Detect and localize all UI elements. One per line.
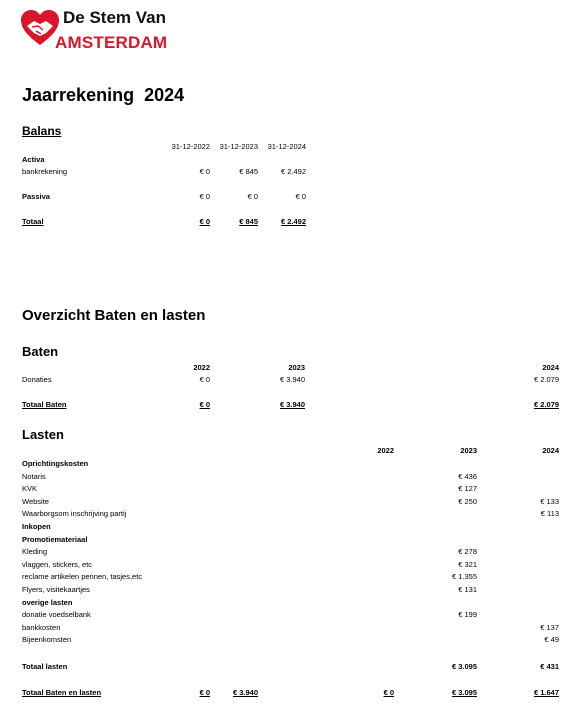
- lasten-category: Oprichtingskosten: [22, 459, 89, 468]
- lasten-row-label: Notaris: [22, 472, 46, 481]
- totaal-bl-2024: € 1.647: [533, 688, 559, 697]
- overzicht-title: Overzicht Baten en lasten: [22, 307, 206, 324]
- passiva-2024: € 0: [295, 192, 306, 201]
- lasten-row-2023: € 199: [458, 610, 477, 619]
- totaal-lasten-2024: € 431: [540, 662, 559, 671]
- lasten-row-2023: € 278: [458, 547, 477, 556]
- lasten-row-label: Flyers, visitekaartjes: [22, 585, 90, 594]
- passiva-2023: € 0: [247, 192, 258, 201]
- lasten-row-2024: € 133: [540, 497, 559, 506]
- lasten-row-2024: € 49: [544, 635, 559, 644]
- baten-col-2022: 2022: [193, 363, 210, 372]
- lasten-row-label: bankkosten: [22, 623, 61, 632]
- logo-text-line1: De Stem Van: [63, 8, 166, 27]
- balans-totaal-2024: € 2.492: [280, 217, 306, 226]
- balans-col-2023: 31-12-2023: [219, 142, 258, 151]
- totaal-bl-baten-2022: € 0: [199, 688, 210, 697]
- lasten-row-label: vlaggen, stickers, etc: [22, 560, 93, 569]
- passiva-2022: € 0: [199, 192, 210, 201]
- totaal-bl-lasten-2023: € 3.095: [451, 688, 477, 697]
- lasten-row-label: Website: [22, 497, 49, 506]
- totaal-baten-2023: € 3.940: [279, 400, 305, 409]
- lasten-row-2024: € 113: [540, 509, 559, 518]
- bankrekening-2024: € 2.492: [280, 167, 306, 176]
- balans-totaal-2023: € 845: [239, 217, 258, 226]
- balans-heading: Balans: [22, 124, 62, 138]
- totaal-baten-2022: € 0: [199, 400, 210, 409]
- lasten-category: overige lasten: [22, 598, 73, 607]
- lasten-row-2023: € 1.355: [451, 572, 477, 581]
- lasten-row-label: Kleding: [22, 547, 48, 556]
- lasten-row-label: reclame artikelen pennen, tasjes,etc: [22, 572, 143, 581]
- totaal-baten-2024: € 2.079: [533, 400, 559, 409]
- lasten-row-2023: € 131: [458, 585, 477, 594]
- totaal-bl-lasten-2022: € 0: [383, 688, 394, 697]
- bankrekening-2023: € 845: [239, 167, 258, 176]
- donaties-2023: € 3.940: [279, 375, 305, 384]
- balans-col-2024: 31-12-2024: [267, 142, 306, 151]
- lasten-row-2024: € 137: [540, 623, 559, 632]
- heart-handshake-icon: [20, 9, 60, 47]
- balans-totaal-label: Totaal: [22, 217, 44, 226]
- lasten-category: Promotiemateriaal: [22, 535, 88, 544]
- lasten-category: Inkopen: [22, 522, 51, 531]
- lasten-col-2022: 2022: [377, 446, 394, 455]
- lasten-col-2024: 2024: [542, 446, 559, 455]
- donaties-2022: € 0: [199, 375, 210, 384]
- totaal-lasten-label: Totaal lasten: [22, 662, 68, 671]
- lasten-row-2023: € 436: [458, 472, 477, 481]
- baten-col-2023: 2023: [288, 363, 305, 372]
- lasten-row-label: Bijeenkomsten: [22, 635, 72, 644]
- lasten-col-2023: 2023: [460, 446, 477, 455]
- lasten-row-2023: € 127: [458, 484, 477, 493]
- logo-text-line2: AMSTERDAM: [55, 33, 168, 52]
- page-title: Jaarrekening 2024: [22, 85, 185, 105]
- lasten-row-label: donatie voedselbank: [22, 610, 91, 619]
- bankrekening-label: bankrekening: [22, 167, 68, 176]
- donaties-2024: € 2.079: [533, 375, 559, 384]
- lasten-row-2023: € 321: [458, 560, 477, 569]
- lasten-row-label: Waarborgsom inschrijving partij: [22, 509, 127, 518]
- lasten-heading: Lasten: [22, 427, 64, 442]
- baten-col-2024: 2024: [542, 363, 559, 372]
- activa-label: Activa: [22, 155, 45, 164]
- lasten-row-label: KVK: [22, 484, 38, 493]
- balans-totaal-2022: € 0: [199, 217, 210, 226]
- donaties-label: Donaties: [22, 375, 52, 384]
- baten-heading: Baten: [22, 344, 59, 359]
- totaal-lasten-2023: € 3.095: [451, 662, 477, 671]
- lasten-row-2023: € 250: [458, 497, 477, 506]
- totaal-baten-lasten-label: Totaal Baten en lasten: [22, 688, 102, 697]
- totaal-baten-label: Totaal Baten: [22, 400, 67, 409]
- bankrekening-2022: € 0: [199, 167, 210, 176]
- balans-col-2022: 31-12-2022: [171, 142, 210, 151]
- totaal-bl-baten-2023: € 3.940: [232, 688, 258, 697]
- passiva-label: Passiva: [22, 192, 50, 201]
